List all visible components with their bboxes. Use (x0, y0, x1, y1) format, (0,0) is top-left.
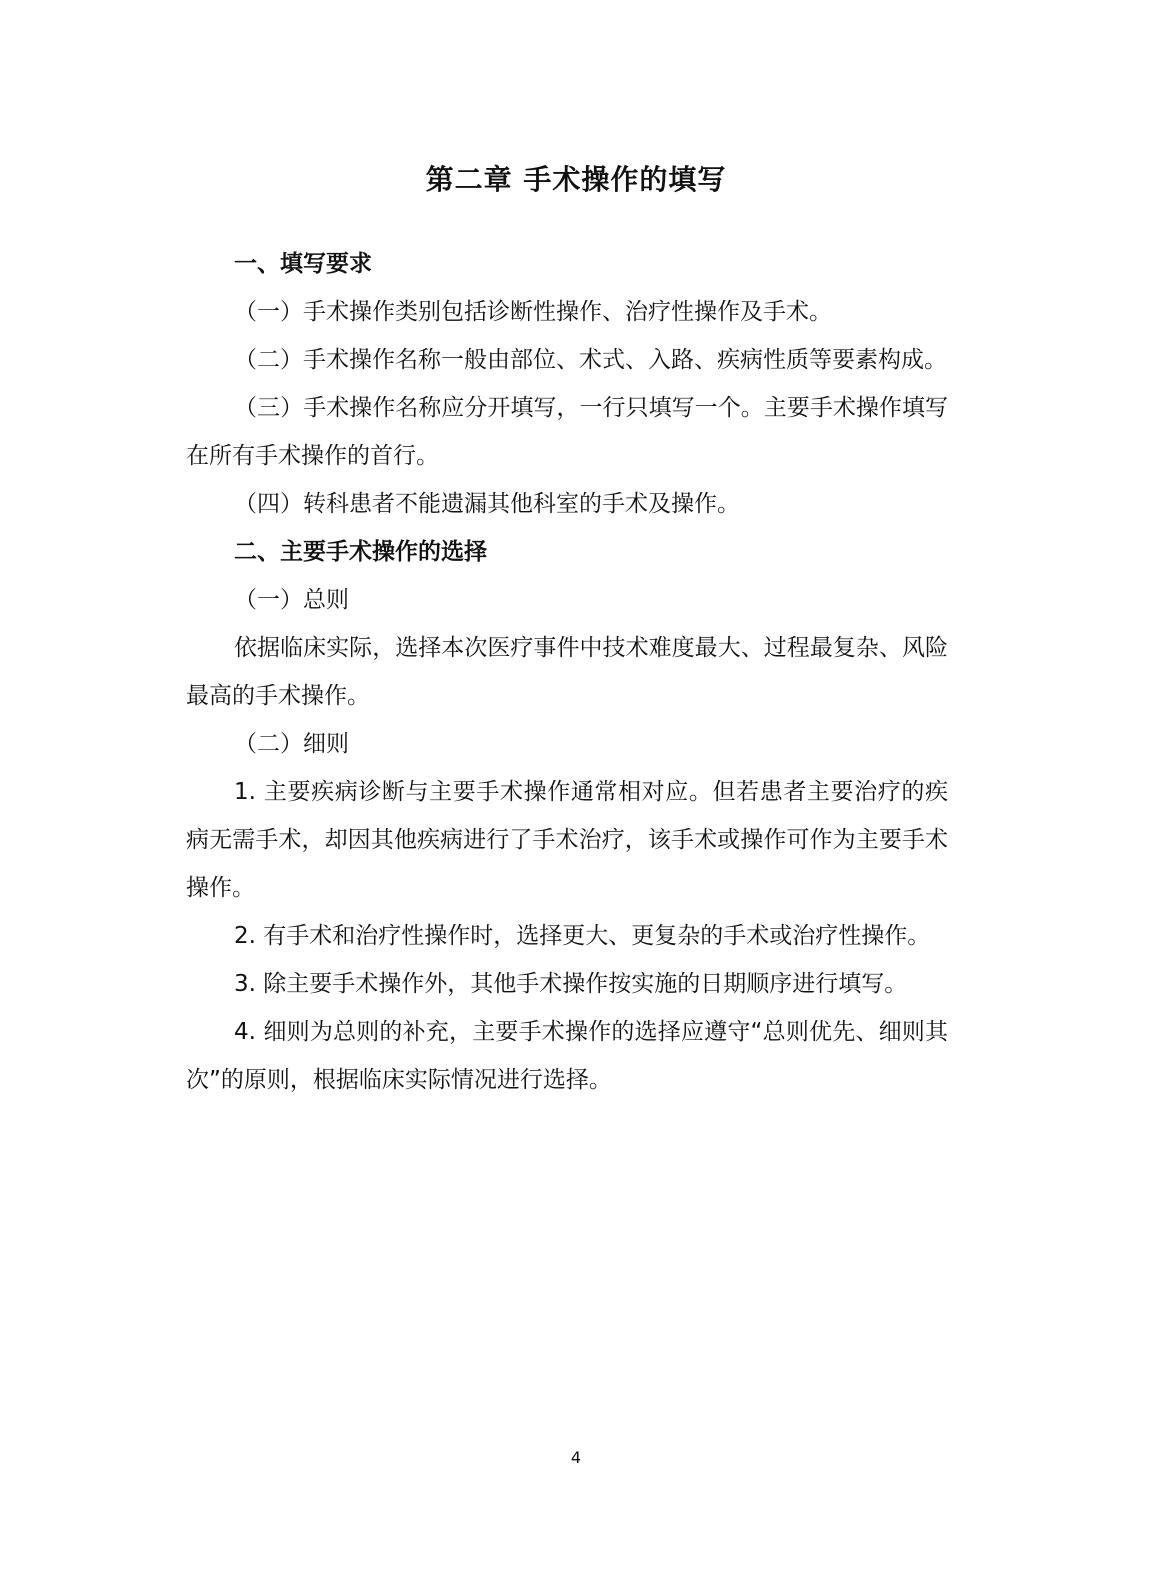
paragraph-requirement-1: （一）手术操作类别包括诊断性操作、治疗性操作及手术。 (234, 299, 832, 325)
paragraph-general-principle: 依据临床实际，选择本次医疗事件中技术难度最大、过程最复杂、风险最高的手术操作。 (186, 635, 948, 709)
page-number: 4 (570, 1448, 582, 1467)
chapter-title: 第二章 手术操作的填写 (425, 163, 727, 196)
paragraph-rule-2: 2. 有手术和治疗性操作时，选择更大、更复杂的手术或治疗性操作。 (234, 923, 931, 949)
subheading-general-principle: （一）总则 (234, 587, 349, 613)
paragraph-rule-3: 3. 除主要手术操作外，其他手术操作按实施的日期顺序进行填写。 (234, 971, 908, 997)
body-text (186, 240, 948, 1104)
paragraph-requirement-4: （四）转科患者不能遗漏其他科室的手术及操作。 (234, 491, 740, 517)
section-heading-requirements: 一、填写要求 (234, 251, 372, 277)
paragraph-rule-4: 4. 细则为总则的补充，主要手术操作的选择应遵守“总则优先、细则其次”的原则，根据临床实际情况进行选择。 (186, 1019, 948, 1093)
paragraph-requirement-3: （三）手术操作名称应分开填写，一行只填写一个。主要手术操作填写在所有手术操作的首行。 (186, 395, 948, 469)
paragraph-rule-1: 1. 主要疾病诊断与主要手术操作通常相对应。但若患者主要治疗的疾病无需手术，却因其他疾病进行了手术治疗，该手术或操作可作为主要手术操作。 (186, 779, 948, 901)
paragraph-requirement-2: （二）手术操作名称一般由部位、术式、入路、疾病性质等要素构成。 (234, 347, 947, 373)
section-heading-selection: 二、主要手术操作的选择 (234, 539, 487, 565)
subheading-detailed-rules: （二）细则 (234, 731, 349, 757)
